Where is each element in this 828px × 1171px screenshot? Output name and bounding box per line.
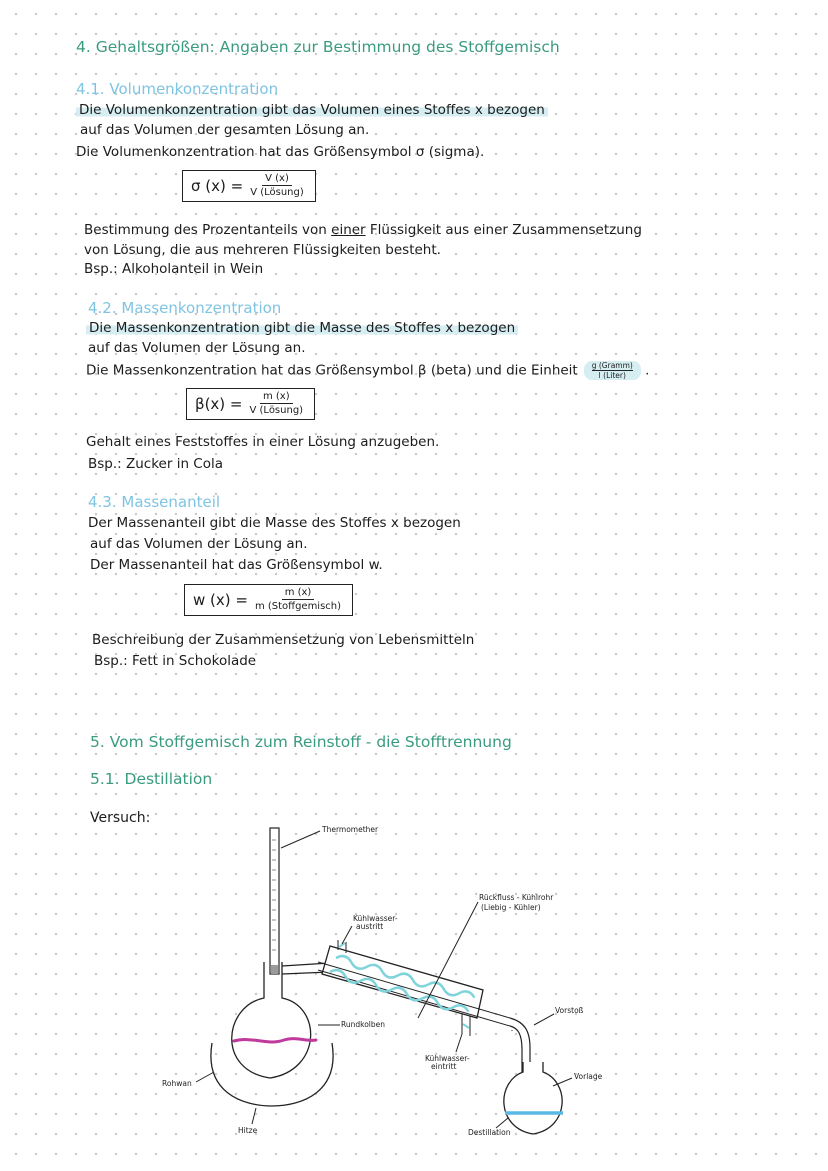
- section-5-1-heading: 5.1. Destillation: [90, 770, 213, 788]
- massconc-example: Bsp.: Zucker in Cola: [88, 456, 224, 472]
- volume-use-suffix: Flüssigkeit aus einer Zusammensetzung: [365, 222, 642, 238]
- volume-line-1-text: Die Volumenkonzentration gibt das Volumen eines Stoffes x bezogen: [76, 102, 548, 118]
- label-condenser-1: Rückfluss - Kühlrohr: [479, 893, 554, 902]
- label-cooling-in-1: Kühlwasser-: [425, 1054, 470, 1063]
- massconc-use: Gehalt eines Feststoffes in einer Lösung anzugeben.: [86, 434, 440, 450]
- cooling-inlet-water: [463, 1024, 469, 1028]
- label-receiver: Vorlage: [574, 1072, 603, 1081]
- massconc-line-3-text: Die Massenkonzentration hat das Größensymbol β (beta) und die Einheit: [86, 362, 578, 379]
- section-4-3-heading: 4.3. Massenanteil: [88, 493, 221, 511]
- massconc-formula-lhs: β(x) =: [195, 395, 243, 413]
- volume-use-line-2: von Lösung, die aus mehreren Flüssigkeiten besteht.: [84, 242, 441, 258]
- massconc-unit-num: g (Gramm): [591, 361, 633, 370]
- label-thermometer: Thermomether: [322, 825, 379, 834]
- massfrac-line-1: Der Massenanteil gibt die Masse des Stoffes x bezogen: [88, 515, 461, 531]
- massconc-line-2: auf das Volumen der Lösung an.: [88, 340, 306, 356]
- volume-formula-num: V (x): [262, 173, 292, 186]
- label-cooling-out-1: Kühlwasser-: [353, 914, 398, 923]
- label-flask: Rundkolben: [341, 1020, 386, 1029]
- massconc-line-1-text: Die Massenkonzentration gibt die Masse des Stoffes x bezogen: [86, 320, 518, 336]
- volume-formula-lhs: σ (x) =: [191, 177, 244, 195]
- label-condenser-2: (Liebig - Kühler): [481, 903, 541, 912]
- label-cooling-out-2: austritt: [356, 922, 384, 931]
- massconc-unit-den: l (Liter): [598, 371, 626, 380]
- receiver-flask: [504, 1062, 562, 1134]
- label-heat: Hitze: [238, 1126, 258, 1135]
- volume-line-3: Die Volumenkonzentration hat das Größensymbol σ (sigma).: [76, 144, 485, 160]
- label-heater: Rohwan: [162, 1079, 192, 1088]
- section-4-1-heading: 4.1. Volumenkonzentration: [76, 80, 279, 98]
- massconc-formula-num: m (x): [260, 391, 293, 404]
- label-cooling-in-2: eintritt: [431, 1062, 457, 1071]
- section-4-2-heading: 4.2. Massenkonzentration: [88, 299, 282, 317]
- massfrac-example: Bsp.: Fett in Schokolade: [94, 653, 257, 669]
- massfrac-formula-lhs: w (x) =: [193, 591, 248, 609]
- massfrac-line-3: Der Massenanteil hat das Größensymbol w.: [90, 557, 383, 573]
- volume-formula-den: V (Lösung): [250, 187, 304, 198]
- label-distillate: Destillation: [468, 1128, 511, 1137]
- massconc-formula-den: V (Lösung): [249, 405, 304, 416]
- volume-line-2: auf das Volumen der gesamten Lösung an.: [80, 122, 370, 138]
- volume-use-prefix: Bestimmung des Prozentanteils von: [84, 222, 332, 238]
- volume-example: Bsp.: Alkoholanteil in Wein: [84, 261, 264, 277]
- massfrac-formula-den: m (Stoffgemisch): [254, 601, 342, 612]
- section-4-heading: 4. Gehaltsgrößen: Angaben zur Bestimmung des Stoffgemisch: [76, 38, 560, 56]
- massfrac-formula-num: m (x): [282, 587, 315, 600]
- round-bottom-flask: [232, 962, 311, 1078]
- section-5-heading: 5. Vom Stoffgemisch zum Reinstoff - die Stofftrennung: [90, 733, 512, 751]
- massfrac-line-2: auf das Volumen der Lösung an.: [90, 536, 308, 552]
- label-adapter: Vorstoß: [555, 1006, 584, 1015]
- thermometer-bulb: [271, 965, 278, 974]
- versuch-label: Versuch:: [90, 810, 151, 826]
- massconc-line-3: Die Massenkonzentration hat das Größensymbol β (beta) und die Einheit g (Gramm) l (Liter) .: [86, 361, 650, 380]
- massfrac-use: Beschreibung der Zusammensetzung von Lebensmitteln: [92, 632, 475, 648]
- volume-use-emphasis: einer: [331, 222, 366, 238]
